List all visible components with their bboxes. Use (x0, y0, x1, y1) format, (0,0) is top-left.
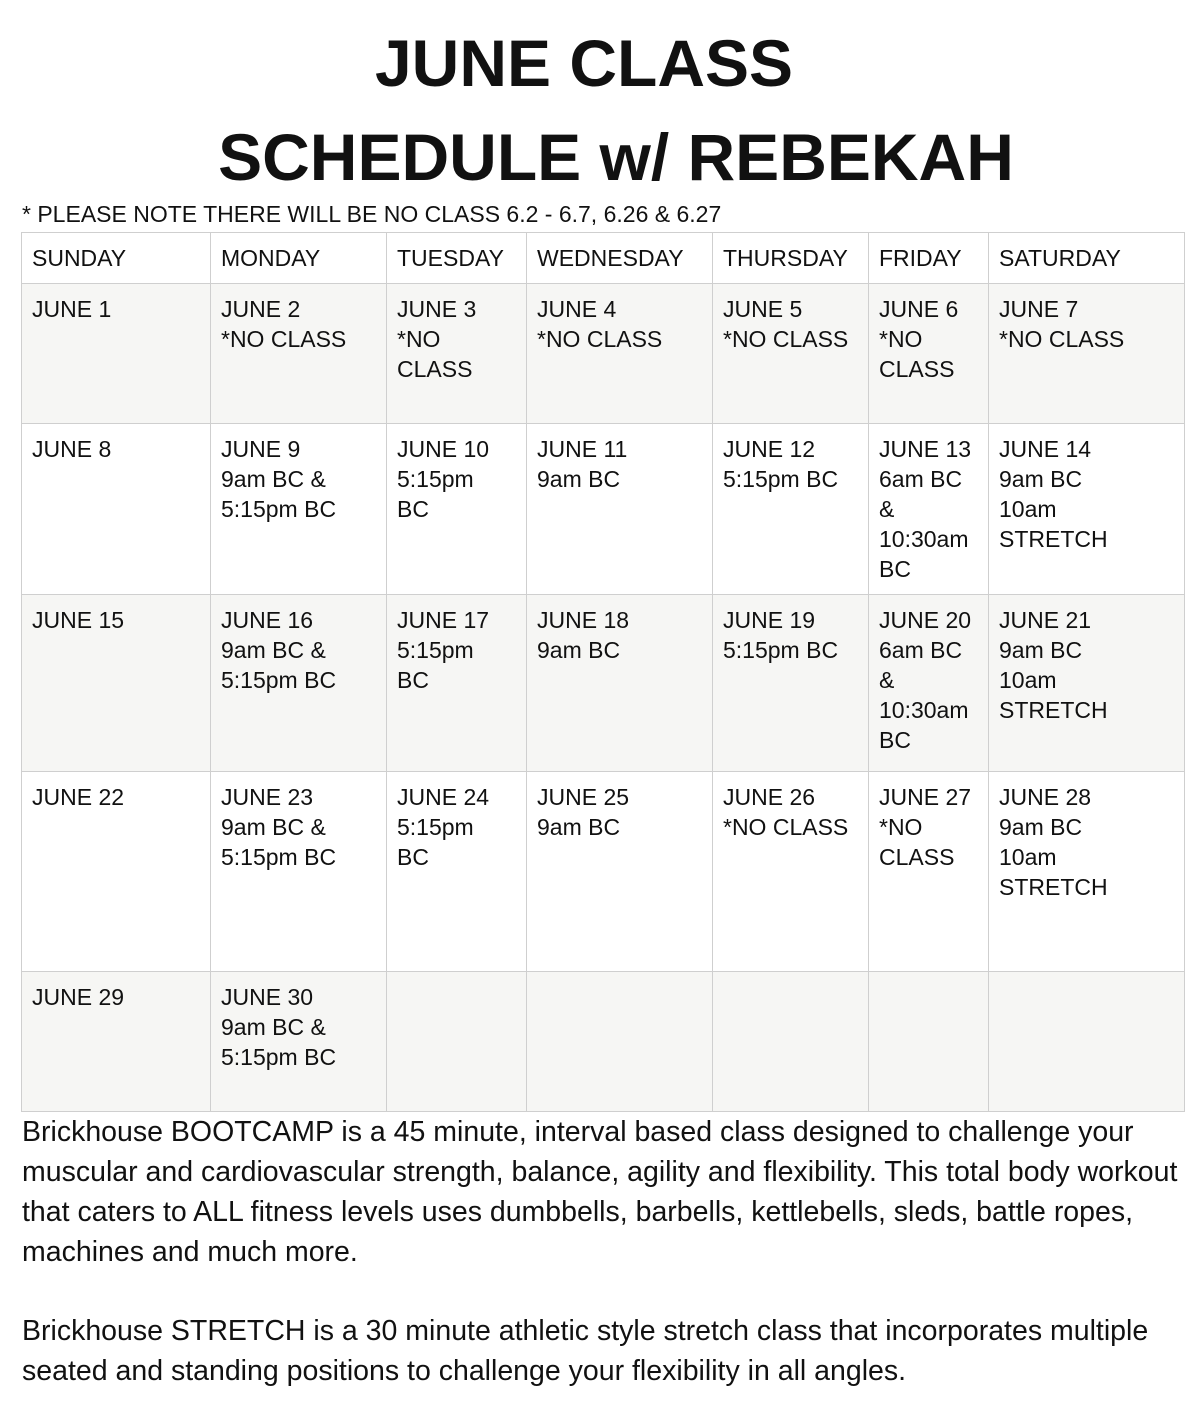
weekday-header-thursday: THURSDAY (713, 233, 869, 284)
page-title-line-1: JUNE CLASS (374, 26, 794, 100)
day-date-label: JUNE 19 (723, 607, 816, 633)
calendar-day-cell (211, 972, 387, 1112)
calendar-week-row (22, 595, 1185, 772)
class-time-text: 5:15pm BC (221, 667, 337, 693)
class-time-text: 9am BC (999, 814, 1083, 840)
day-date-label: JUNE 23 (221, 784, 314, 810)
day-date-label: JUNE 28 (999, 784, 1092, 810)
day-date-label: JUNE 18 (537, 607, 630, 633)
day-date-label: JUNE 29 (32, 984, 125, 1010)
class-time-text: *NO CLASS (537, 326, 663, 352)
day-date-label: JUNE 21 (999, 607, 1092, 633)
class-time-text: & (879, 667, 895, 693)
day-date-label: JUNE 17 (397, 607, 490, 633)
day-date-label: JUNE 30 (221, 984, 314, 1010)
weekday-header-monday: MONDAY (211, 233, 387, 284)
class-time-text: *NO CLASS (723, 814, 849, 840)
class-time-text: 9am BC (999, 637, 1083, 663)
calendar-day-cell (713, 424, 869, 595)
calendar-empty-cell (527, 972, 713, 1112)
calendar-day-cell (527, 772, 713, 972)
class-time-text: BC (879, 727, 911, 753)
day-date-label: JUNE 16 (221, 607, 314, 633)
calendar-day-cell (527, 595, 713, 772)
calendar-weeks (22, 284, 1185, 1112)
class-time-text: 9am BC & (221, 637, 326, 663)
calendar-day-cell (387, 595, 527, 772)
day-date-label: JUNE 1 (32, 296, 112, 322)
calendar-day-cell (387, 284, 527, 424)
calendar-empty-cell (387, 972, 527, 1112)
calendar-day-cell (387, 424, 527, 595)
calendar-day-cell (713, 772, 869, 972)
calendar-day-cell (869, 424, 989, 595)
class-time-text: 5:15pm (397, 637, 474, 663)
day-date-label: JUNE 20 (879, 607, 972, 633)
calendar-day-cell (387, 772, 527, 972)
class-time-text: 10am (999, 496, 1057, 522)
day-date-label: JUNE 12 (723, 436, 816, 462)
calendar-day-cell (22, 772, 211, 972)
calendar-day-cell (22, 284, 211, 424)
weekday-header-wednesday: WEDNESDAY (527, 233, 713, 284)
day-date-label: JUNE 2 (221, 296, 301, 322)
day-date-label: JUNE 27 (879, 784, 972, 810)
class-time-text: 10:30am (879, 697, 969, 723)
class-time-text: CLASS (397, 356, 473, 382)
class-time-text: CLASS (879, 844, 955, 870)
class-time-text: 9am BC & (221, 466, 326, 492)
calendar-day-cell (869, 595, 989, 772)
class-time-text: *NO CLASS (221, 326, 347, 352)
calendar-week-row (22, 972, 1185, 1112)
day-date-label: JUNE 14 (999, 436, 1092, 462)
class-time-text: BC (397, 667, 429, 693)
class-time-text: *NO CLASS (999, 326, 1125, 352)
day-date-label: JUNE 11 (537, 436, 628, 462)
class-time-text: BC (879, 556, 911, 582)
calendar-day-cell (989, 595, 1185, 772)
calendar-day-cell (211, 772, 387, 972)
calendar-day-cell (527, 424, 713, 595)
day-date-label: JUNE 7 (999, 296, 1079, 322)
day-date-label: JUNE 13 (879, 436, 972, 462)
weekday-header-sunday: SUNDAY (22, 233, 211, 284)
class-time-text: 6am BC (879, 637, 963, 663)
class-time-text: BC (397, 844, 429, 870)
calendar-day-cell (869, 772, 989, 972)
calendar-week-row (22, 772, 1185, 972)
schedule-calendar (21, 232, 1185, 1112)
class-time-text: 6am BC (879, 466, 963, 492)
calendar-day-cell (211, 595, 387, 772)
class-time-text: 5:15pm BC (221, 844, 337, 870)
page-title-line-2: SCHEDULE w/ REBEKAH (218, 120, 1014, 194)
class-time-text: & (879, 496, 895, 522)
class-time-text: *NO (879, 814, 923, 840)
class-time-text: BC (397, 496, 429, 522)
calendar-week-row (22, 284, 1185, 424)
class-time-text: 5:15pm (397, 466, 474, 492)
no-class-note: * PLEASE NOTE THERE WILL BE NO CLASS 6.2 - 6.7, 6.26 & 6.27 (22, 201, 722, 227)
calendar-day-cell (989, 424, 1185, 595)
class-time-text: 9am BC (999, 466, 1083, 492)
calendar-empty-cell (713, 972, 869, 1112)
day-date-label: JUNE 24 (397, 784, 490, 810)
calendar-day-cell (22, 972, 211, 1112)
calendar-week-row (22, 424, 1185, 595)
calendar-day-cell (713, 284, 869, 424)
calendar-day-cell (713, 595, 869, 772)
day-date-label: JUNE 15 (32, 607, 125, 633)
class-time-text: 9am BC & (221, 814, 326, 840)
calendar-day-cell (989, 284, 1185, 424)
calendar-day-cell (527, 284, 713, 424)
class-time-text: STRETCH (999, 697, 1108, 723)
day-date-label: JUNE 26 (723, 784, 816, 810)
day-date-label: JUNE 9 (221, 436, 301, 462)
class-time-text: 10:30am (879, 526, 969, 552)
day-date-label: JUNE 3 (397, 296, 477, 322)
calendar-day-cell (869, 284, 989, 424)
class-time-text: 5:15pm BC (723, 637, 839, 663)
weekday-header-saturday: SATURDAY (989, 233, 1185, 284)
calendar-empty-cell (989, 972, 1185, 1112)
class-time-text: 9am BC & (221, 1014, 326, 1040)
day-date-label: JUNE 10 (397, 436, 490, 462)
class-time-text: 10am (999, 667, 1057, 693)
class-time-text: 10am (999, 844, 1057, 870)
weekday-header-row (22, 233, 1185, 284)
stretch-description: Brickhouse STRETCH is a 30 minute athletic style stretch class that incorporates multiple seated and standing positions to challenge your flexibility in all angles. (22, 1315, 1149, 1387)
class-time-text: STRETCH (999, 874, 1108, 900)
day-date-label: JUNE 25 (537, 784, 630, 810)
class-time-text: 9am BC (537, 637, 621, 663)
day-date-label: JUNE 22 (32, 784, 125, 810)
class-time-text: *NO (397, 326, 441, 352)
calendar-day-cell (22, 424, 211, 595)
class-time-text: *NO (879, 326, 923, 352)
class-time-text: 9am BC (537, 814, 621, 840)
class-time-text: 9am BC (537, 466, 621, 492)
day-date-label: JUNE 6 (879, 296, 959, 322)
class-time-text: 5:15pm BC (221, 1044, 337, 1070)
class-time-text: 5:15pm (397, 814, 474, 840)
weekday-header-tuesday: TUESDAY (387, 233, 527, 284)
class-time-text: *NO CLASS (723, 326, 849, 352)
calendar-day-cell (989, 772, 1185, 972)
class-time-text: STRETCH (999, 526, 1108, 552)
day-date-label: JUNE 4 (537, 296, 617, 322)
class-time-text: 5:15pm BC (723, 466, 839, 492)
class-time-text: 5:15pm BC (221, 496, 337, 522)
calendar-day-cell (22, 595, 211, 772)
bootcamp-description: Brickhouse BOOTCAMP is a 45 minute, interval based class designed to challenge your muscular and cardiovascular strength, balance, agility and flexibility. This total body workout that caters to ALL fitness levels uses dumbbells, barbells, kettlebells, sleds, battle ropes, machines and much more. (22, 1116, 1178, 1268)
day-date-label: JUNE 8 (32, 436, 112, 462)
calendar-empty-cell (869, 972, 989, 1112)
class-time-text: CLASS (879, 356, 955, 382)
calendar-day-cell (211, 424, 387, 595)
weekday-header-friday: FRIDAY (869, 233, 989, 284)
day-date-label: JUNE 5 (723, 296, 803, 322)
calendar-day-cell (211, 284, 387, 424)
